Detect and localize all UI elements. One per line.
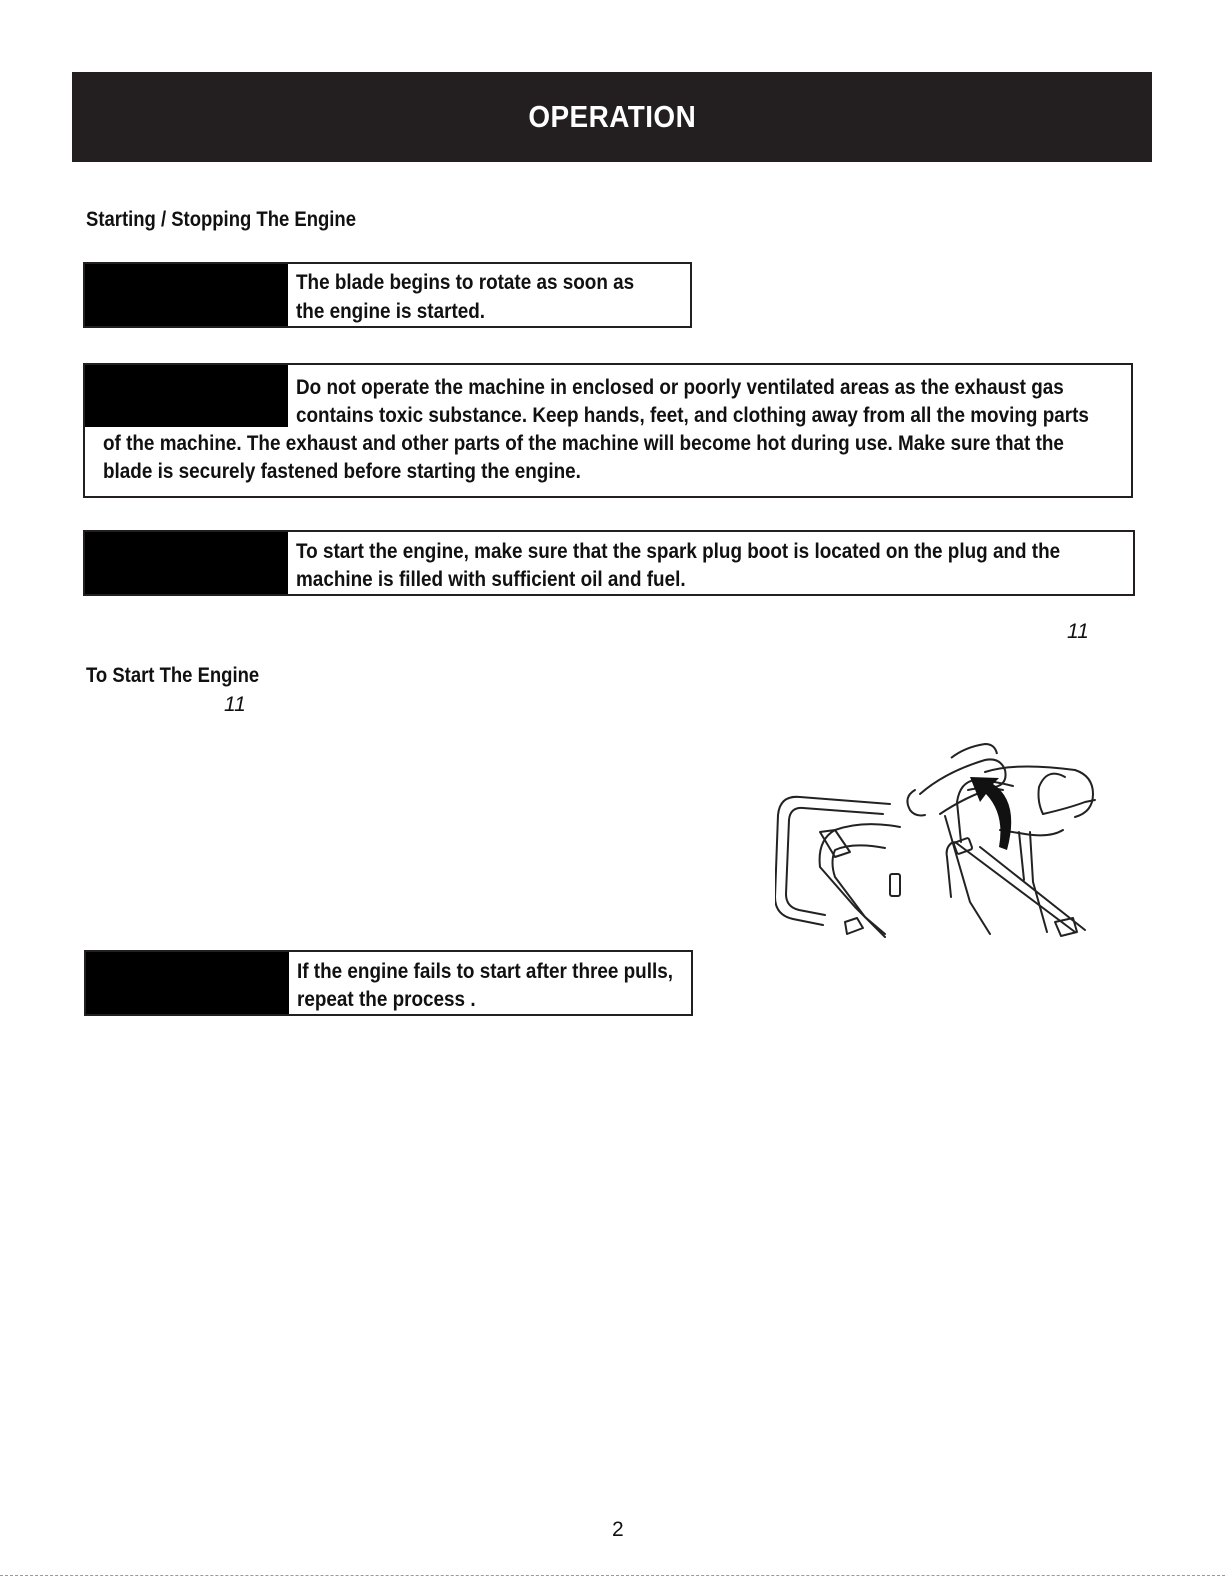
note-line: the engine is started. bbox=[296, 300, 486, 323]
page-number: 2 bbox=[612, 1518, 624, 1541]
note-box-exhaust bbox=[83, 363, 1133, 498]
note-line: machine is filled with sufficient oil and fuel. bbox=[296, 568, 686, 591]
note-box-blade bbox=[83, 262, 692, 328]
note-box-spark-plug bbox=[83, 530, 1135, 596]
note-label-block bbox=[85, 264, 288, 326]
figure-reference: 11 bbox=[1067, 620, 1089, 643]
section-title: Starting / Stopping The Engine bbox=[86, 208, 357, 231]
note-line: blade is securely fastened before starting the engine. bbox=[103, 460, 581, 483]
subsection-title: To Start The Engine bbox=[86, 664, 260, 687]
figure-reference: 11 bbox=[224, 693, 246, 716]
section-banner bbox=[72, 72, 1152, 162]
note-label-block bbox=[85, 365, 288, 427]
footer-divider bbox=[0, 1575, 1225, 1576]
note-line: of the machine. The exhaust and other parts of the machine will become hot during use. Make sure that the bbox=[103, 432, 1064, 455]
note-label-block bbox=[86, 952, 289, 1014]
note-line: repeat the process . bbox=[297, 988, 476, 1011]
note-line: Do not operate the machine in enclosed or poorly ventilated areas as the exhaust gas bbox=[296, 376, 1064, 399]
note-line: If the engine fails to start after three pulls, bbox=[297, 960, 673, 983]
note-label-block bbox=[85, 532, 288, 594]
note-box-retry bbox=[84, 950, 693, 1016]
page-title: OPERATION bbox=[528, 99, 696, 134]
note-line: contains toxic substance. Keep hands, feet, and clothing away from all the moving parts bbox=[296, 404, 1089, 427]
note-line: To start the engine, make sure that the spark plug boot is located on the plug and the bbox=[296, 540, 1061, 563]
handle-lever-illustration-icon bbox=[775, 722, 1105, 947]
note-line: The blade begins to rotate as soon as bbox=[296, 271, 635, 294]
